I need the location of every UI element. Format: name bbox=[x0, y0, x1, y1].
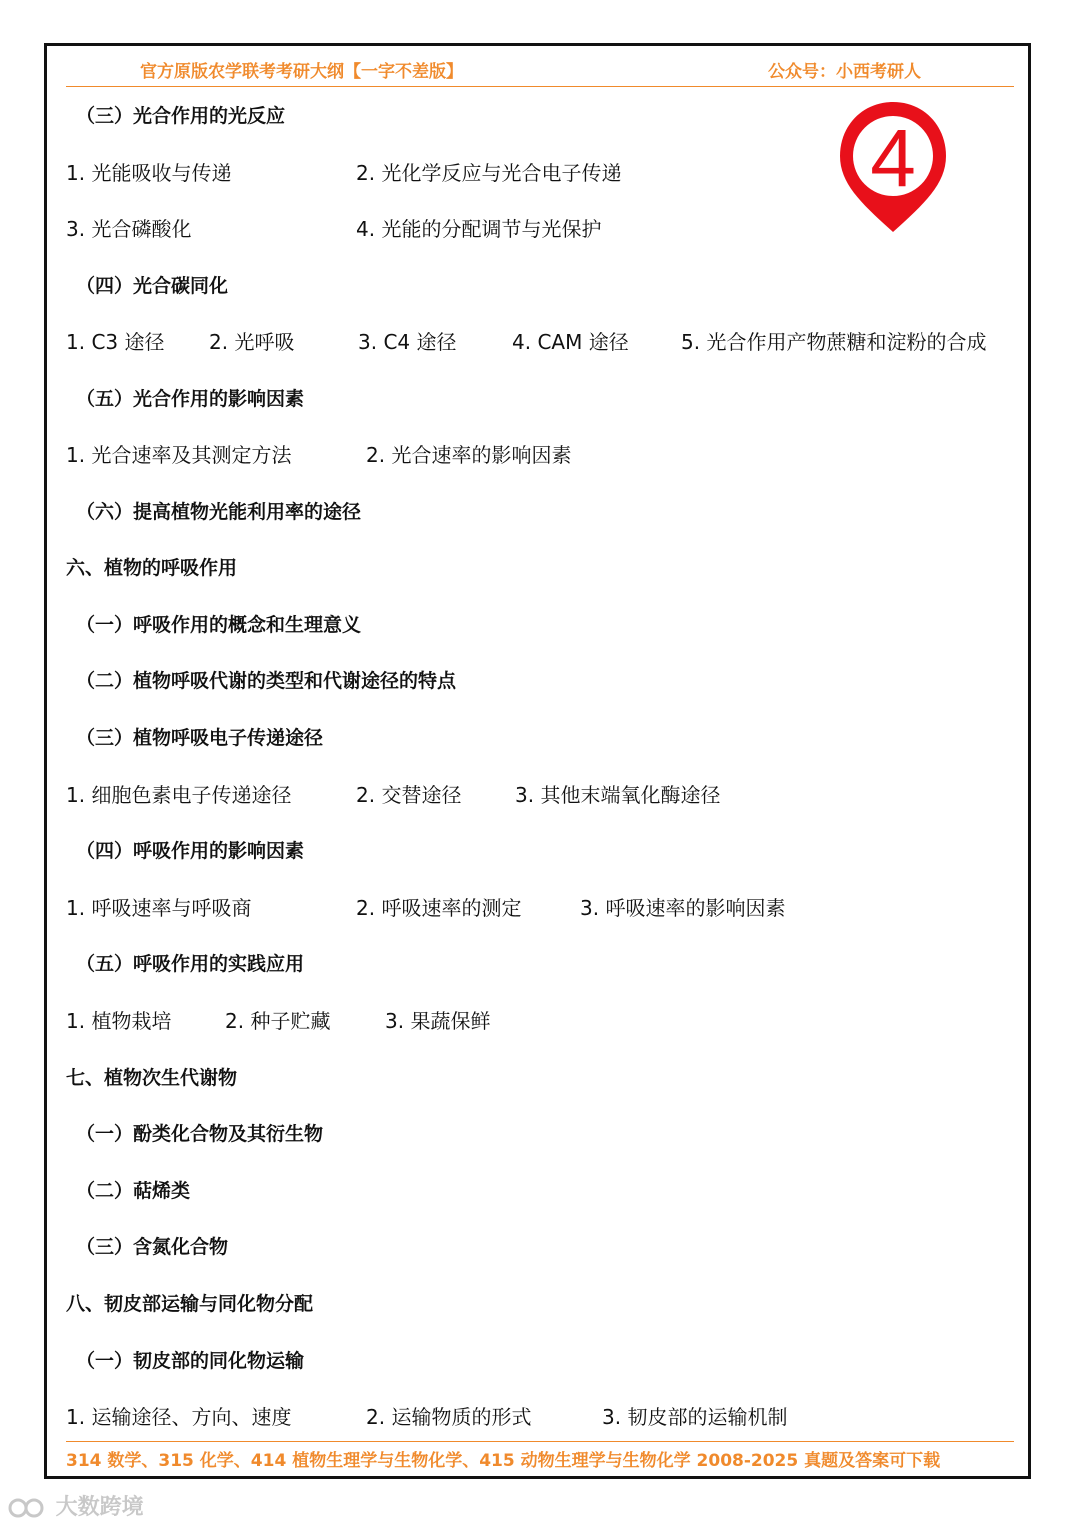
list-item: 1. 光合速率及其测定方法 bbox=[66, 443, 292, 467]
marker-number: 4 bbox=[870, 113, 916, 204]
map-pin-number-icon bbox=[838, 100, 948, 234]
section-heading: （二）植物呼吸代谢的类型和代谢途径的特点 bbox=[76, 670, 457, 692]
list-item: 5. 光合作用产物蔗糖和淀粉的合成 bbox=[681, 330, 987, 354]
list-item: 3. 其他末端氧化酶途径 bbox=[515, 783, 721, 807]
list-item: 1. 细胞色素电子传递途径 bbox=[66, 783, 292, 807]
section-heading: （一）呼吸作用的概念和生理意义 bbox=[76, 614, 362, 636]
list-item: 2. 种子贮藏 bbox=[225, 1009, 331, 1033]
section-heading: （四）呼吸作用的影响因素 bbox=[76, 840, 305, 862]
footer-divider bbox=[66, 1441, 1014, 1442]
header-title: 官方原版农学联考考研大纲【一字不差版】 bbox=[140, 62, 463, 82]
section-heading: （四）光合碳同化 bbox=[76, 275, 229, 297]
list-item: 3. 韧皮部的运输机制 bbox=[602, 1405, 788, 1429]
list-item: 3. 果蔬保鲜 bbox=[385, 1009, 491, 1033]
watermark-text: 大数跨境 bbox=[55, 1495, 144, 1520]
list-item: 2. 光合速率的影响因素 bbox=[366, 443, 572, 467]
section-heading: （二）萜烯类 bbox=[76, 1180, 191, 1202]
list-item: 3. 呼吸速率的影响因素 bbox=[580, 896, 786, 920]
list-item: 1. 运输途径、方向、速度 bbox=[66, 1405, 292, 1429]
list-item: 2. 运输物质的形式 bbox=[366, 1405, 532, 1429]
list-item: 1. 呼吸速率与呼吸商 bbox=[66, 896, 252, 920]
section-heading: （五）光合作用的影响因素 bbox=[76, 388, 305, 410]
chapter-heading: 六、植物的呼吸作用 bbox=[66, 557, 238, 579]
list-item: 4. 光能的分配调节与光保护 bbox=[356, 217, 602, 241]
section-heading: （一）酚类化合物及其衍生物 bbox=[76, 1123, 324, 1145]
list-item: 3. C4 途径 bbox=[358, 330, 457, 354]
list-item: 2. 呼吸速率的测定 bbox=[356, 896, 522, 920]
header-account: 公众号：小西考研人 bbox=[768, 62, 921, 82]
header-divider bbox=[66, 86, 1014, 87]
watermark bbox=[8, 1490, 144, 1521]
page-frame bbox=[44, 43, 1031, 1479]
list-item: 2. 光化学反应与光合电子传递 bbox=[356, 161, 622, 185]
list-item: 4. CAM 途径 bbox=[512, 330, 629, 354]
list-item: 2. 光呼吸 bbox=[209, 330, 295, 354]
section-heading: （三）植物呼吸电子传递途径 bbox=[76, 727, 324, 749]
section-heading: （三）光合作用的光反应 bbox=[76, 105, 286, 127]
watermark-logo-icon bbox=[8, 1496, 48, 1520]
list-item: 1. C3 途径 bbox=[66, 330, 165, 354]
list-item: 1. 光能吸收与传递 bbox=[66, 161, 232, 185]
chapter-heading: 七、植物次生代谢物 bbox=[66, 1067, 238, 1089]
section-heading: （六）提高植物光能利用率的途径 bbox=[76, 501, 362, 523]
list-item: 1. 植物栽培 bbox=[66, 1009, 172, 1033]
list-item: 3. 光合磷酸化 bbox=[66, 217, 192, 241]
section-heading: （一）韧皮部的同化物运输 bbox=[76, 1350, 305, 1372]
section-heading: （三）含氮化合物 bbox=[76, 1236, 229, 1258]
chapter-heading: 八、韧皮部运输与同化物分配 bbox=[66, 1293, 314, 1315]
section-heading: （五）呼吸作用的实践应用 bbox=[76, 953, 305, 975]
list-item: 2. 交替途径 bbox=[356, 783, 462, 807]
footer-note: 314 数学、315 化学、414 植物生理学与生物化学、415 动物生理学与生物化学 2008-2025 真题及答案可下载 bbox=[66, 1451, 941, 1471]
